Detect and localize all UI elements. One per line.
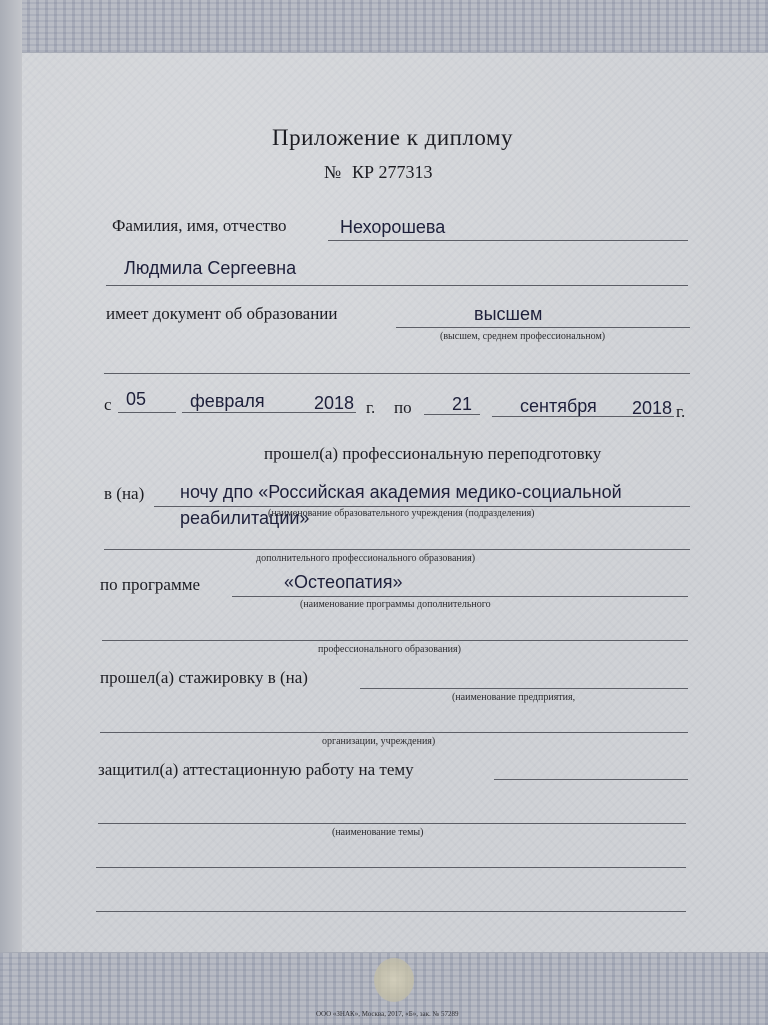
period-to-prefix: по [394,398,412,417]
institution-line-1 [154,506,690,507]
thesis-line-2 [98,823,686,824]
document-title: Приложение к диплому [272,125,514,150]
fio-label: Фамилия, имя, отчество [112,216,287,235]
institution-line-2 [104,549,690,550]
from-day: 05 [126,389,147,409]
program-hint-2: профессионального образования) [318,644,461,655]
program-line-2 [102,640,688,641]
number-sign: № [324,162,342,182]
top-security-pattern [0,0,768,53]
fio-line-1 [328,240,688,241]
education-line [396,327,690,328]
from-day-line [118,412,176,413]
education-value: высшем [474,304,543,324]
retraining-heading: прошел(а) профессиональную переподготовку [264,444,602,463]
thesis-line-3 [96,867,686,868]
printer-imprint: ООО «ЗНАК», Москва, 2017, «Б», зак. № 57289 [316,1010,459,1018]
fio-surname: Нехорошева [340,217,446,237]
fio-line-2 [106,285,688,286]
year-suffix-2: г. [676,402,686,421]
fio-name-patronymic: Людмила Сергеевна [124,258,297,278]
internship-line [360,688,688,689]
thesis-line [494,779,688,780]
watermark-emblem [374,958,414,1002]
to-day: 21 [452,394,473,414]
internship-line-2 [100,732,688,733]
thesis-line-4 [96,911,686,912]
education-line-2 [104,373,690,374]
program-label: по программе [100,575,201,594]
year-suffix-1: г. [366,398,376,417]
thesis-label: защитил(а) аттестационную работу на тему [98,760,414,779]
thesis-hint: (наименование темы) [332,827,424,838]
to-year: 2018 [632,398,673,418]
education-hint: (высшем, среднем профессиональном) [440,331,606,342]
left-shadow-edge [0,0,22,1024]
institution-hint-1: (наименование образовательного учреждения (подразделения) [268,508,535,519]
to-month: сентября [520,396,597,416]
institution-value-2: реабилитации» [180,508,310,528]
institution-value-1: ночу дпо «Российская академия медико-социальной [180,482,622,502]
program-hint-1: (наименование программы дополнительного [300,599,491,610]
from-year: 2018 [314,393,355,413]
document-number: КР 277313 [352,162,433,182]
internship-hint-2: организации, учреждения) [322,736,436,747]
program-line [232,596,688,597]
program-value: «Остеопатия» [284,572,403,592]
internship-label: прошел(а) стажировку в (на) [100,668,308,687]
education-label: имеет документ об образовании [106,304,338,323]
period-from-prefix: с [104,395,112,414]
institution-hint-2: дополнительного профессионального образования) [256,553,476,564]
institution-label: в (на) [104,484,145,503]
from-month: февраля [190,391,265,411]
internship-hint-1: (наименование предприятия, [452,692,576,703]
